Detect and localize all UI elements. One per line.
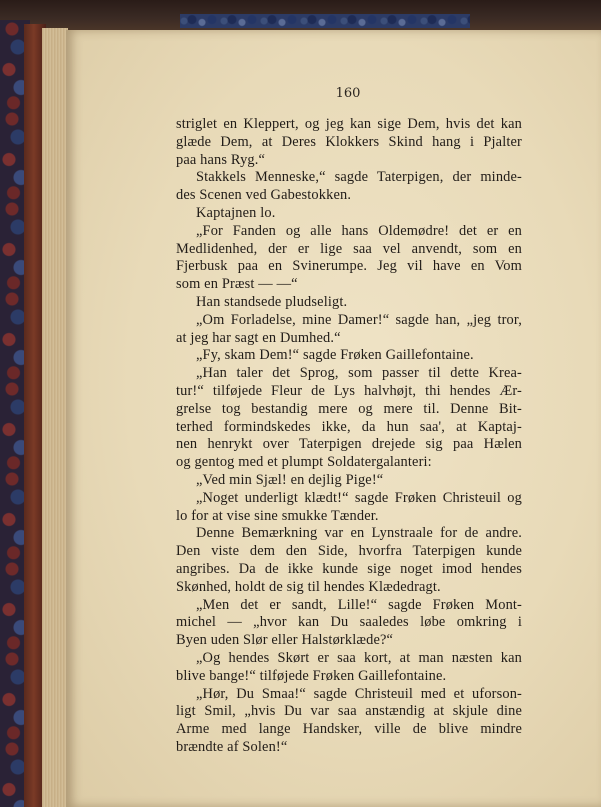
- text-line: „Ved min Sjæl! en dejlig Pige!“: [196, 471, 384, 488]
- text-line: tur!“ tilføjede Fleur de Lys halvhøjt, thi hendes Ær-: [176, 382, 522, 399]
- text-line: „Han taler det Sprog, som passer til dette Krea-: [196, 365, 522, 382]
- text-line: og gentog med et plumpt Soldatergalanteri:: [176, 454, 432, 471]
- text-line: ligt Smil, „hvis Du var saa anstændig at skjule dine: [176, 703, 522, 720]
- text-line: terhed formindskedes ikke, da hun saa', at Kaptaj-: [176, 418, 522, 435]
- text-line: Stakkels Menneske,“ sagde Taterpigen, der minde-: [196, 169, 522, 186]
- text-line: Den viste dem den Side, hvorfra Taterpigen kunde: [176, 543, 522, 560]
- text-line: angribes. Da de ikke kunde sige noget imod hendes: [176, 560, 522, 577]
- text-line: Han standsede pludseligt.: [196, 293, 348, 310]
- text-line: grelse tog bestandig mere og mere til. Denne Bit-: [176, 400, 522, 417]
- text-line: „For Fanden og alle hans Oldemødre! det er en: [196, 222, 522, 239]
- page-block-edge: [42, 28, 68, 807]
- text-line: Fjerbusk paa en Svinerumpe. Jeg vil have en Vom: [176, 258, 522, 275]
- text-line: Byen uden Slør eller Halstørklæde?“: [176, 632, 394, 649]
- page-text-block: [176, 116, 522, 757]
- text-line: brændte af Solen!“: [176, 738, 288, 755]
- text-line: Kaptajnen lo.: [196, 204, 276, 221]
- text-line: at jeg har sagt en Dumhed.“: [176, 329, 341, 346]
- text-line: „Hør, Du Smaa!“ sagde Christeuil med et uforson-: [196, 685, 522, 702]
- text-line: paa hans Ryg.“: [176, 151, 266, 168]
- text-line: Denne Bemærkning var en Lynstraale for de andre.: [196, 525, 522, 542]
- text-line: lo for at vise sine smukke Tænder.: [176, 507, 379, 524]
- text-line: „Om Forladelse, mine Damer!“ sagde han, „jeg tror,: [196, 311, 522, 328]
- text-line: striglet en Kleppert, og jeg kan sige Dem, hvis det kan: [176, 116, 522, 132]
- page-number: 160: [335, 86, 361, 101]
- text-line: „Men det er sandt, Lille!“ sagde Frøken Mont-: [196, 596, 522, 613]
- text-line: Arme med lange Handsker, ville de blive mindre: [176, 721, 522, 738]
- text-line: michel — „hvor kan Du saaledes løbe omkring i: [176, 614, 522, 631]
- text-line: „Fy, skam Dem!“ sagde Frøken Gaillefontaine.: [196, 347, 474, 364]
- text-line: „Noget underligt klædt!“ sagde Frøken Christeuil og: [196, 489, 522, 506]
- text-line: Medlidenhed, der er lige saa vel anvendt, som en: [176, 240, 522, 257]
- text-line: som en Præst — —“: [176, 276, 298, 293]
- text-line: Skønhed, holdt de sig til hendes Klædedragt.: [176, 578, 441, 595]
- text-line: „Og hendes Skørt er saa kort, at man næsten kan: [196, 649, 522, 666]
- text-line: glæde Dem, at Deres Klokkers Skind hang i Pjalter: [176, 133, 522, 150]
- text-line: blive bange!“ tilføjede Frøken Gaillefontaine.: [176, 667, 447, 684]
- text-line: des Scenen ved Gabestokken.: [176, 187, 352, 204]
- marbled-endpaper-top: [180, 14, 470, 28]
- text-line: nen henrykt over Taterpigen drejede sig paa Hælen: [176, 436, 522, 453]
